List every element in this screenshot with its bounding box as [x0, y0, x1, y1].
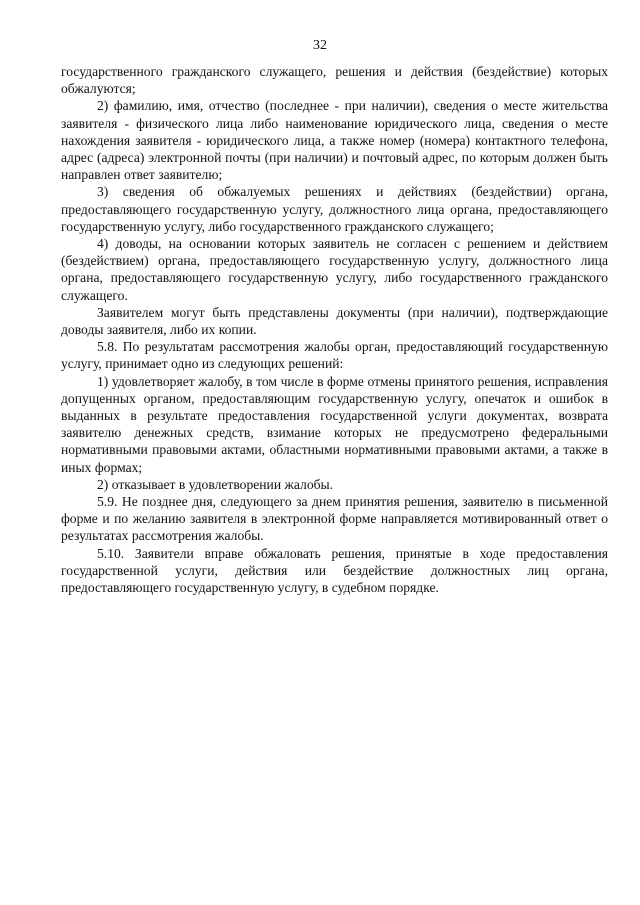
paragraph-5-9: 5.9. Не позднее дня, следующего за днем принятия решения, заявителю в письменной форме и по желанию заявителя в электронной форме направляется мотивированный ответ о результатах рассмотрения жалобы. [61, 494, 608, 544]
paragraph-decision-2: 2) отказывает в удовлетворении жалобы. [97, 476, 334, 492]
paragraph-documents-note: Заявителем могут быть представлены документы (при наличии), подтверждающие доводы заявителя, либо их копии. [61, 304, 608, 338]
paragraph-5-10: 5.10. Заявители вправе обжаловать решения, принятые в ходе предоставления государственной услуги, действия или бездействие должностных лиц органа, предоставляющего государственную услугу, в судебном порядке. [61, 545, 608, 596]
page-number: 32 [313, 38, 327, 53]
paragraph-5-8: 5.8. По результатам рассмотрения жалобы орган, предоставляющий государственную услугу, принимает одно из следующих решений: [61, 339, 608, 372]
paragraph-item-2: 2) фамилию, имя, отчество (последнее - при наличии), сведения о месте жительства заявителя - физического лица либо наименование юридического лица, сведения о месте нахождения заявителя - юридического лица, а также номер (номера) контактного телефона, адрес (адреса) электронной почты (при наличии) и почтовый адрес, по которым должен быть направлен ответ заявителю; [61, 98, 608, 183]
paragraph-item-3: 3) сведения об обжалуемых решениях и действиях (бездействии) органа, предоставляющего государственную услугу, должностного лица органа, предоставляющего государственную услугу, либо государственного гражданского служащего; [61, 184, 608, 234]
paragraph-continuation: государственного гражданского служащего, решения и действия (бездействие) которых обжалуются; [61, 64, 608, 97]
document-body [61, 63, 608, 596]
paragraph-decision-1: 1) удовлетворяет жалобу, в том числе в форме отмены принятого решения, исправления допущенных органом, предоставляющим государственную услугу, опечаток и ошибок в выданных в результате предоставления государственной услуги документах, возврата заявителю денежных средств, взимание которых не предусмотрено федеральными нормативными правовыми актами, областными нормативными правовыми актами, а также в иных формах; [61, 373, 608, 475]
paragraph-item-4: 4) доводы, на основании которых заявитель не согласен с решением и действием (бездействием) органа, предоставляющего государственную услугу, должностного лица органа, предоставляющего государственную услугу, либо государственного гражданского служащего. [61, 236, 608, 303]
